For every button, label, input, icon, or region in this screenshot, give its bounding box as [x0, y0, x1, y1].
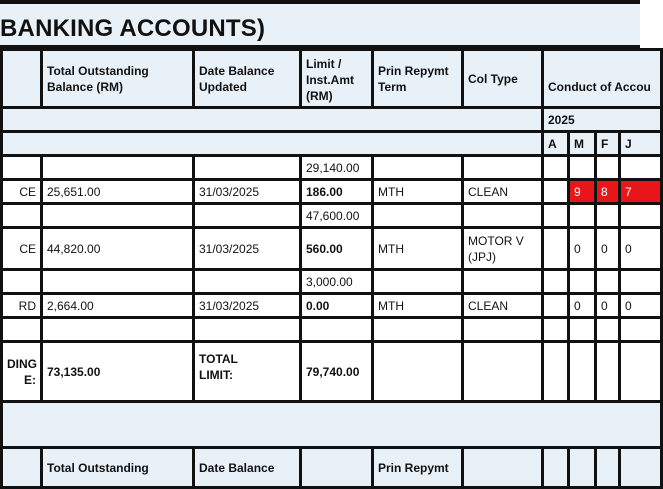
col-type-cell: CLEAN [463, 180, 543, 204]
limit-cell: 47,600.00 [301, 204, 373, 228]
header-limit: Limit / Inst.Amt (RM) [301, 50, 373, 108]
conduct-cell: 8 [596, 180, 620, 204]
conduct-cell [543, 180, 569, 204]
facility-cell: CE [2, 180, 42, 204]
spacer-band [2, 402, 662, 448]
conduct-cell: 0 [620, 294, 662, 318]
table-row [2, 228, 662, 270]
date-cell: 31/03/2025 [194, 228, 301, 270]
next-header-repayment: Prin Repymt [373, 448, 463, 488]
facility-cell: CE [2, 228, 42, 270]
table-row [2, 204, 662, 228]
header-date-updated: Date Balance Updated [194, 50, 301, 108]
year-row [2, 108, 662, 132]
facility-cell: RD [2, 294, 42, 318]
month-label: A [543, 132, 569, 156]
section-title-bar [0, 0, 640, 48]
limit-cell: 29,140.00 [301, 156, 373, 180]
conduct-cell: 0 [569, 294, 596, 318]
term-cell: MTH [373, 180, 463, 204]
conduct-cell: 0 [620, 228, 662, 270]
totals-row [2, 342, 662, 402]
header-repayment-term: Prin Repymt Term [373, 50, 463, 108]
term-cell: MTH [373, 294, 463, 318]
conduct-cell: 9 [569, 180, 596, 204]
total-outstanding-label: DING E: [2, 342, 42, 402]
table-row [2, 180, 662, 204]
banking-accounts-table [0, 48, 663, 489]
date-cell: 31/03/2025 [194, 294, 301, 318]
installment-cell: 560.00 [301, 228, 373, 270]
limit-cell: 3,000.00 [301, 270, 373, 294]
section-title: BANKING ACCOUNTS) [0, 15, 266, 42]
month-label: M [569, 132, 596, 156]
installment-cell: 0.00 [301, 294, 373, 318]
conduct-cell: 7 [620, 180, 662, 204]
header-conduct: Conduct of Accou [543, 50, 662, 108]
col-type-cell: CLEAN [463, 294, 543, 318]
date-cell: 31/03/2025 [194, 180, 301, 204]
table-row [2, 318, 662, 342]
total-outstanding-value: 73,135.00 [42, 342, 194, 402]
term-cell: MTH [373, 228, 463, 270]
col-type-cell: MOTOR V (JPJ) [463, 228, 543, 270]
outstanding-cell: 25,651.00 [42, 180, 194, 204]
total-limit-label: TOTAL LIMIT: [194, 342, 301, 402]
header-col-type: Col Type [463, 50, 543, 108]
header-row [2, 50, 662, 108]
conduct-cell: 0 [569, 228, 596, 270]
header-facility [2, 50, 42, 108]
conduct-cell: 0 [596, 294, 620, 318]
table-row [2, 156, 662, 180]
conduct-cell [543, 228, 569, 270]
installment-cell: 186.00 [301, 180, 373, 204]
month-label: J [620, 132, 662, 156]
month-label: F [596, 132, 620, 156]
next-header-row [2, 448, 662, 488]
conduct-cell [543, 294, 569, 318]
table-row [2, 294, 662, 318]
table-row [2, 270, 662, 294]
next-header-outstanding: Total Outstanding [42, 448, 194, 488]
next-header-date: Date Balance [194, 448, 301, 488]
header-outstanding: Total Outstanding Balance (RM) [42, 50, 194, 108]
outstanding-cell: 44,820.00 [42, 228, 194, 270]
month-row [2, 132, 662, 156]
conduct-cell: 0 [596, 228, 620, 270]
total-limit-value: 79,740.00 [301, 342, 373, 402]
conduct-year: 2025 [543, 108, 662, 132]
outstanding-cell: 2,664.00 [42, 294, 194, 318]
